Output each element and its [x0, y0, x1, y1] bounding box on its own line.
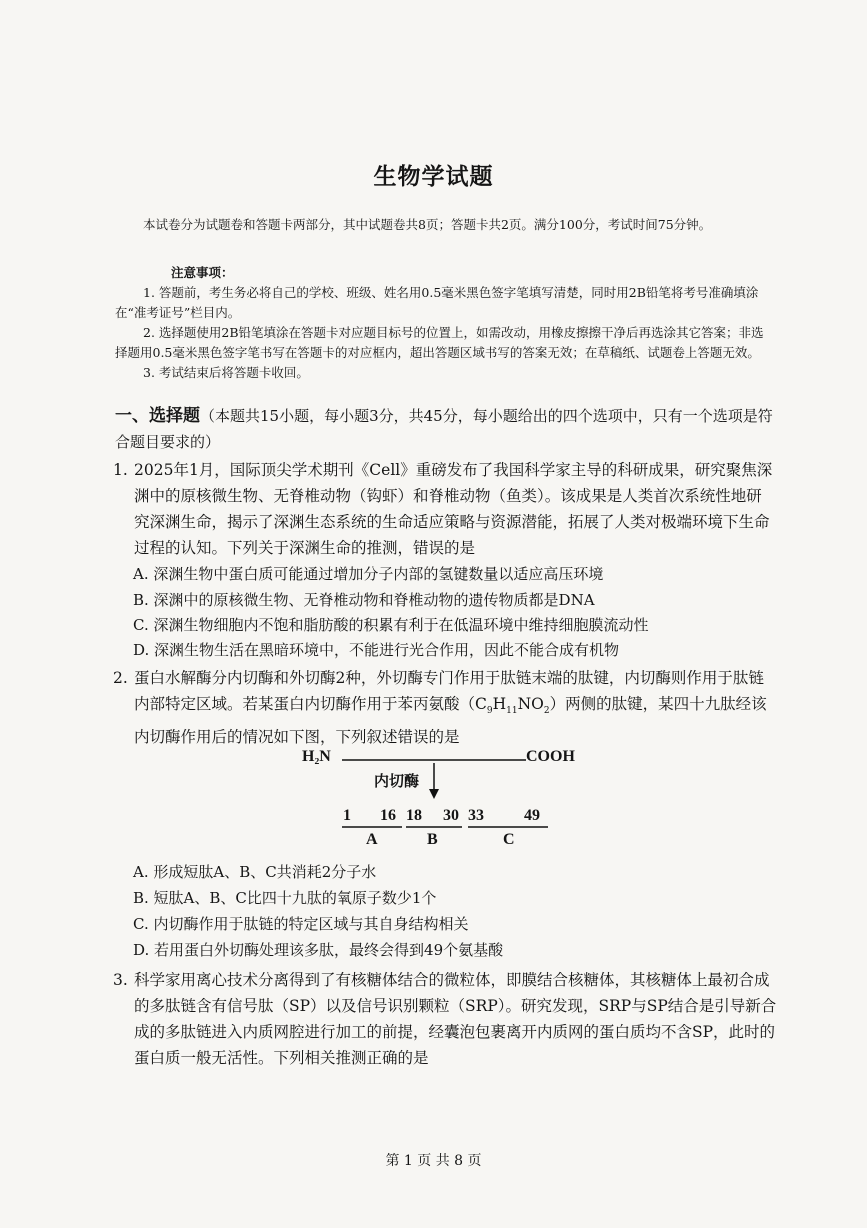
enzyme-label: 内切酶	[374, 772, 420, 790]
residue-number: 18	[406, 807, 422, 824]
section-instructions: （本题共15小题，每小题3分，共45分，每小题给出的四个选项中，只有一个选项是符合题目要求的）	[115, 407, 773, 451]
q1-option-d: D. 深渊生物生活在黑暗环境中，不能进行光合作用，因此不能合成有机物	[133, 641, 620, 659]
question-stem: 2025年1月，国际顶尖学术期刊《Cell》重磅发布了我国科学家主导的科研成果，研究聚焦深渊中的原核微生物、无脊椎动物（钩虾）和脊椎动物（鱼类）。该成果是人类首次系统性地研究深渊生命，揭示了深渊生态系统的生命适应策略与资源潜能，拓展了人类对极端环境下生命过程的认知。下列关于深渊生命的推测，错误的是	[134, 461, 773, 557]
formula-subscript: 9	[486, 706, 493, 717]
c-terminus-label: COOH	[526, 748, 575, 765]
question-2	[113, 665, 777, 750]
stem-text: ）两侧的肽键，某四十九肽经该内切酶作用后的情况如下图，下列叙述错误的是	[134, 695, 767, 747]
formula-subscript: 2	[543, 706, 550, 717]
notice-block	[115, 263, 765, 383]
enzyme-arrow-head	[429, 789, 439, 799]
residue-number: 16	[380, 807, 396, 824]
question-stem: 科学家用离心技术分离得到了有核糖体结合的微粒体，即膜结合核糖体，其核糖体上最初合成的多肽链含有信号肽（SP）以及信号识别颗粒（SRP）。研究发现，SRP与SP结合是引导新合成的多肽链进入内质网腔进行加工的前提，经囊泡包裹离开内质网的蛋白质均不含SP，此时的蛋白质一般无活性。下列相关推测正确的是	[134, 971, 777, 1067]
q2-option-c: C. 内切酶作用于肽链的特定区域与其自身结构相关	[133, 915, 469, 933]
residue-number: 30	[443, 807, 459, 824]
notice-item-1: 1. 答题前，考生务必将自己的学校、班级、姓名用0.5毫米黑色签字笔填写清楚，同时用2B铅笔将考号准确填涂在“准考证号”栏目内。	[115, 285, 759, 320]
question-number: 2.	[113, 669, 128, 687]
notice-item-3: 3. 考试结束后将答题卡收回。	[143, 365, 309, 380]
q1-option-c: C. 深渊生物细胞内不饱和脂肪酸的积累有利于在低温环境中维持细胞膜流动性	[133, 616, 649, 634]
page-title: 生物学试题	[373, 164, 494, 190]
segment-label-c: C	[503, 831, 515, 848]
exam-intro	[115, 215, 765, 235]
formula-text: NO	[517, 695, 544, 713]
q2-option-a: A. 形成短肽A、B、C共消耗2分子水	[133, 863, 377, 881]
page-footer: 第 1 页 共 8 页	[385, 1153, 482, 1169]
question-stem	[113, 665, 777, 750]
q2-option-d: D. 若用蛋白外切酶处理该多肽，最终会得到49个氨基酸	[133, 941, 504, 959]
formula-text: H	[492, 695, 507, 713]
q1-option-b: B. 深渊中的原核微生物、无脊椎动物和脊椎动物的遗传物质都是DNA	[133, 591, 595, 609]
stem-text: 蛋白水解酶分内切酶和外切酶2种，外切酶专门作用于肽链末端的肽键，内切酶则作用于肽链内部特定区域。若某蛋白内切酶作用于苯丙氨酸（C	[134, 669, 764, 713]
question-3	[113, 967, 777, 1071]
residue-number: 33	[468, 807, 484, 824]
intro-text: 本试卷分为试题卷和答题卡两部分，其中试题卷共8页；答题卡共2页。满分100分，考试时间75分钟。	[143, 217, 712, 232]
notice-heading: 注意事项：	[171, 265, 234, 280]
section-label: 一、选择题	[115, 406, 200, 426]
q1-option-a: A. 深渊生物中蛋白质可能通过增加分子内部的氢键数量以适应高压环境	[133, 565, 604, 583]
notice-item-2: 2. 选择题使用2B铅笔填涂在答题卡对应题目标号的位置上，如需改动，用橡皮擦擦干净后再选涂其它答案；非选择题用0.5毫米黑色签字笔书写在答题卡的对应框内，超出答题区域书写的答案无效；在草稿纸、试题卷上答题无效。	[115, 325, 764, 360]
residue-number: 49	[524, 807, 540, 824]
segment-label-a: A	[366, 831, 378, 848]
segment-label-b: B	[427, 831, 438, 848]
formula-subscript: 11	[506, 706, 518, 717]
q2-option-b: B. 短肽A、B、C比四十九肽的氧原子数少1个	[133, 889, 437, 907]
question-number: 1.	[113, 461, 128, 479]
peptide-cleavage-diagram	[300, 745, 600, 855]
section-heading	[115, 403, 775, 455]
residue-number: 1	[343, 807, 351, 824]
question-number: 3.	[113, 971, 128, 989]
n-terminus-label: H₂N	[302, 748, 331, 765]
question-1	[113, 457, 777, 561]
